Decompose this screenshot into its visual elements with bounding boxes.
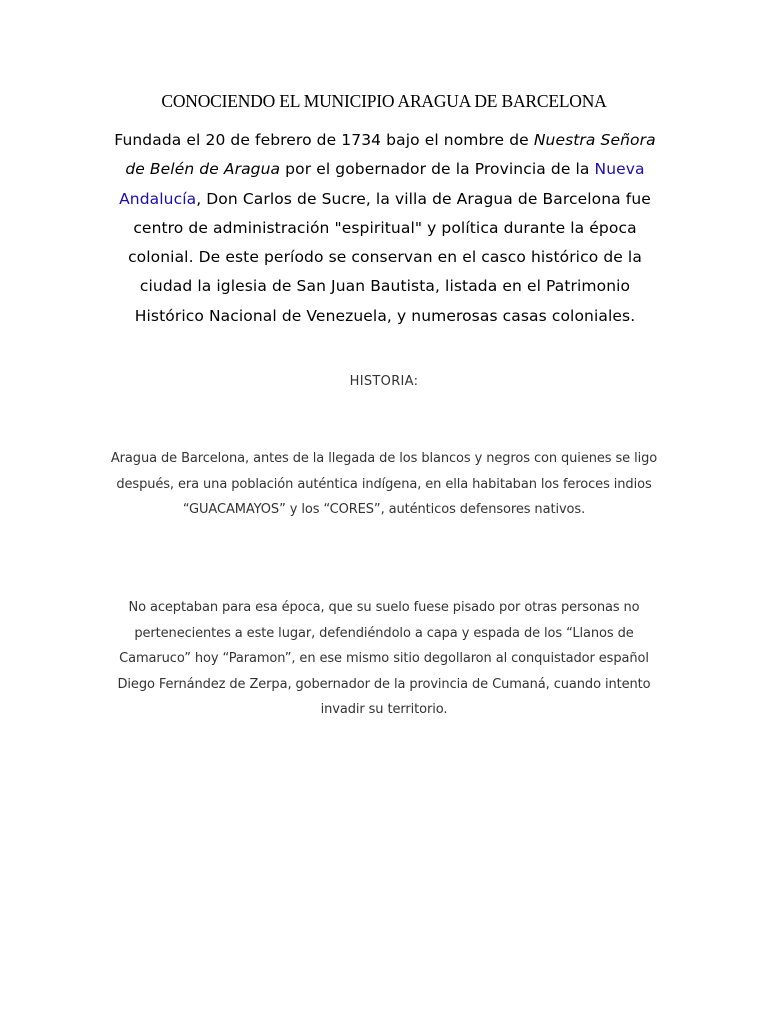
page-title: CONOCIENDO EL MUNICIPIO ARAGUA DE BARCELONA <box>161 91 607 111</box>
history-paragraph-1: Aragua de Barcelona, antes de la llegada de los blancos y negros con quienes se ligo después, era una población auténtica indígena, en ella habitaban los feroces indios “GUACAMAYOS” y los “CORES”, auténticos defensores nativos. <box>110 451 658 517</box>
intro-paragraph <box>112 126 658 331</box>
nueva-andalucia-link[interactable]: Nueva Andalucía <box>119 160 645 208</box>
section-heading-historia: HISTORIA: <box>349 374 419 389</box>
intro-text-1: Fundada el 20 de febrero de 1734 bajo el nombre de <box>114 131 534 149</box>
intro-text-2: por el gobernador de la Provincia de la <box>280 160 595 179</box>
intro-text-3: , Don Carlos de Sucre, la villa de Aragua de Barcelona fue centro de administración "espiritual" y política durante la época colonial. De este período se conservan en el casco histórico de la ciudad la iglesia de San Juan Bautista, listada en el Patrimonio Histórico Nacional de Venezuela, y numerosas casas coloniales. <box>128 189 651 325</box>
intro-italic-name: Nuestra Señora de Belén de Aragua <box>125 131 656 179</box>
history-paragraph-2: No aceptaban para esa época, que su suelo fuese pisado por otras personas no pertenecientes a este lugar, defendiéndolo a capa y espada de los “Llanos de Camaruco” hoy “Paramon”, en ese mismo sitio degollaron al conquistador español Diego Fernández de Zerpa, gobernador de la provincia de Cumaná, cuando intento invadir su territorio. <box>117 600 651 717</box>
